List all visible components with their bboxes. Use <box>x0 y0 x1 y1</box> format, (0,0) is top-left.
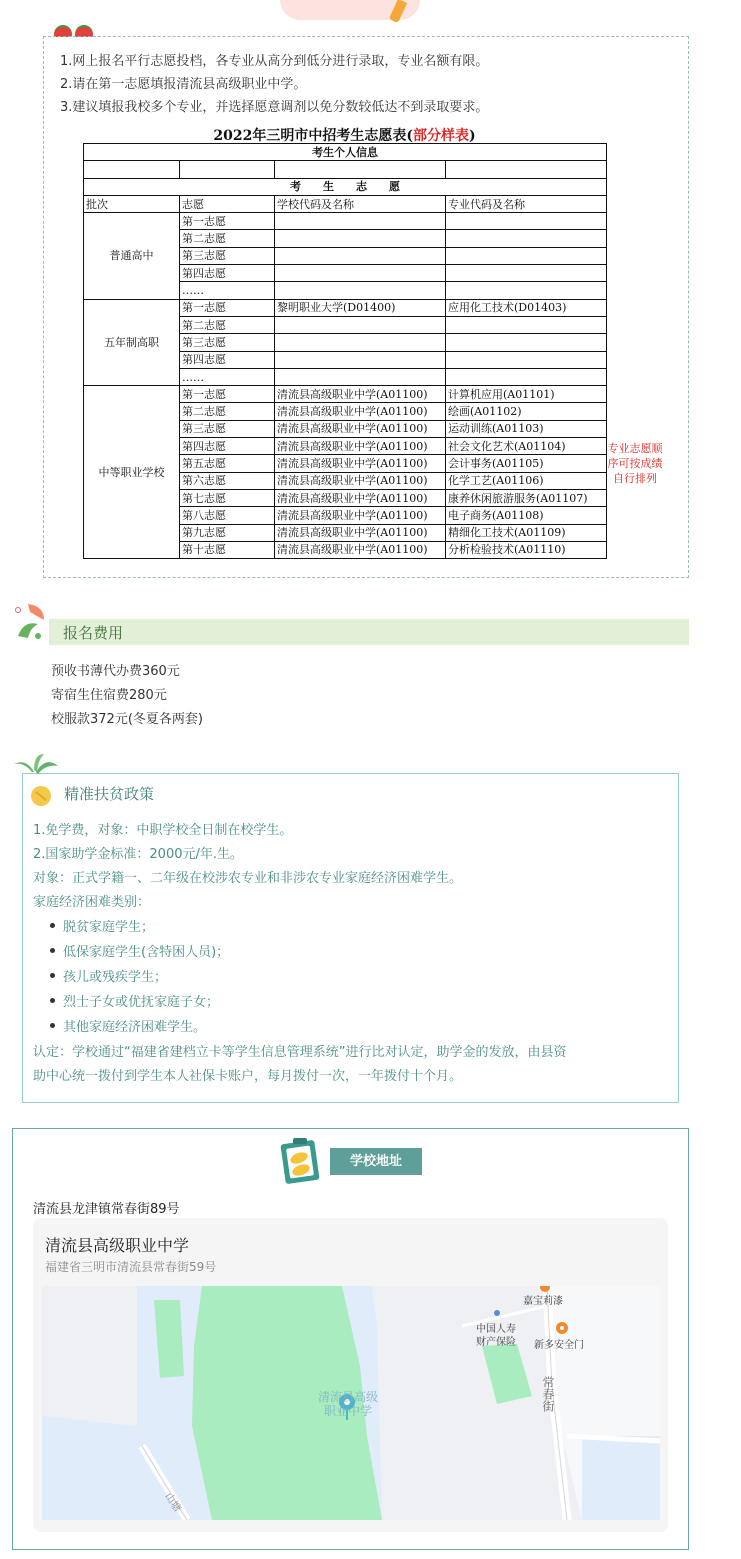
list-item: 烈士子女或优抚家庭子女； <box>63 995 220 1010</box>
school-cell: 清流县高级职业中学(A01100) <box>275 420 446 437</box>
school-cell <box>275 213 446 230</box>
school-cell: 清流县高级职业中学(A01100) <box>275 541 446 558</box>
school-cell: 清流县高级职业中学(A01100) <box>275 455 446 472</box>
wish-cell: 第三志愿 <box>180 420 275 437</box>
major-cell <box>446 351 607 368</box>
school-cell <box>275 351 446 368</box>
table-row <box>84 195 607 212</box>
address-badge: 学校地址 <box>330 1148 422 1175</box>
table-row <box>84 144 607 161</box>
wish-header: 考 生 志 愿 <box>84 178 607 195</box>
wish-cell: 第七志愿 <box>180 489 275 506</box>
school-cell: 清流县高级职业中学(A01100) <box>275 489 446 506</box>
major-cell: 社会文化艺术(A01104) <box>446 438 607 455</box>
list-item: 孩儿或残疾学生； <box>63 970 168 985</box>
bullet-dot <box>50 973 55 978</box>
bullet-dot <box>50 1023 55 1028</box>
note-1: 1.网上报名平行志愿投档，各专业从高分到低分进行录取，专业名额有限。 <box>60 54 489 69</box>
column-header: 志愿 <box>180 195 275 212</box>
major-cell: 分析检验技术(A01110) <box>446 541 607 558</box>
wish-cell: 第四志愿 <box>180 265 275 282</box>
policy-line: 2.国家助学金标准：2000元/年.生。 <box>33 847 243 862</box>
side-note: 专业志愿顺序可按成绩自行排列 <box>607 442 663 485</box>
map-poi-insurance[interactable]: 中国人寿 <box>476 1324 516 1335</box>
wish-cell: 第八志愿 <box>180 507 275 524</box>
table-row <box>84 386 607 403</box>
school-cell <box>275 334 446 351</box>
personal-info-header: 考生个人信息 <box>84 144 607 161</box>
table-row <box>84 213 607 230</box>
school-cell <box>275 247 446 264</box>
major-cell: 应用化工技术(D01403) <box>446 299 607 316</box>
column-header: 批次 <box>84 195 180 212</box>
fee-item: 预收书薄代办费360元 <box>51 664 180 679</box>
wish-cell: …… <box>180 368 275 385</box>
map-school-label: 清流县高级 <box>318 1390 379 1404</box>
school-cell: 清流县高级职业中学(A01100) <box>275 386 446 403</box>
policy-confirm: 认定：学校通过“福建省建档立卡等学生信息管理系统”进行比对认定，助学金的发放，由县资 <box>33 1045 567 1060</box>
list-item: 其他家庭经济困难学生。 <box>63 1020 207 1035</box>
clipboard-icon <box>279 1138 321 1184</box>
major-cell: 康养休闲旅游服务(A01107) <box>446 489 607 506</box>
major-cell <box>446 334 607 351</box>
school-cell: 清流县高级职业中学(A01100) <box>275 524 446 541</box>
wish-cell: 第一志愿 <box>180 386 275 403</box>
map-school-label: 职业中学 <box>324 1404 373 1418</box>
fee-title: 报名费用 <box>63 624 124 642</box>
map-view[interactable] <box>42 1286 660 1520</box>
policy-title: 精准扶贫政策 <box>64 785 155 803</box>
school-cell <box>275 282 446 299</box>
leaf-icon <box>14 602 48 642</box>
fee-header-bar <box>49 619 689 645</box>
school-cell <box>275 230 446 247</box>
wish-cell: …… <box>180 282 275 299</box>
map-poi-door[interactable]: 新多安全门 <box>534 1340 584 1351</box>
table-title-main: 2022年三明市中招考生志愿表( <box>213 128 413 144</box>
column-header: 学校代码及名称 <box>275 195 446 212</box>
map-poi-insurance[interactable]: 财产保险 <box>476 1337 516 1348</box>
table-title-end: ) <box>468 128 476 144</box>
wish-cell: 第一志愿 <box>180 213 275 230</box>
major-cell <box>446 316 607 333</box>
blank-cell <box>446 161 607 178</box>
school-cell <box>275 265 446 282</box>
policy-line: 家庭经济困难类别： <box>33 895 151 910</box>
school-cell: 清流县高级职业中学(A01100) <box>275 438 446 455</box>
map-road-label-2: 山塘 <box>162 1491 183 1514</box>
major-cell: 会计事务(A01105) <box>446 455 607 472</box>
school-cell: 清流县高级职业中学(A01100) <box>275 507 446 524</box>
major-cell: 运动训练(A01103) <box>446 420 607 437</box>
fee-item: 校服款372元(冬夏各两套) <box>51 712 203 727</box>
wish-cell: 第一志愿 <box>180 299 275 316</box>
school-cell <box>275 316 446 333</box>
table-title-red: 部分样表 <box>412 128 469 144</box>
column-header: 专业代码及名称 <box>446 195 607 212</box>
note-3: 3.建议填报我校多个专业，并选择愿意调剂以免分数较低达不到录取要求。 <box>60 100 489 115</box>
bullet-dot <box>50 998 55 1003</box>
map-place-address: 福建省三明市清流县常春街59号 <box>45 1260 217 1274</box>
wish-cell: 第三志愿 <box>180 334 275 351</box>
policy-line: 1.免学费，对象：中职学校全日制在校学生。 <box>33 823 293 838</box>
school-cell: 清流县高级职业中学(A01100) <box>275 403 446 420</box>
wish-cell: 第四志愿 <box>180 351 275 368</box>
wish-cell: 第九志愿 <box>180 524 275 541</box>
wish-cell: 第三志愿 <box>180 247 275 264</box>
blank-cell <box>180 161 275 178</box>
major-cell <box>446 230 607 247</box>
wish-cell: 第二志愿 <box>180 316 275 333</box>
policy-confirm: 助中心统一拨付到学生本人社保卡账户，每月拨付一次，一年拨付十个月。 <box>33 1069 463 1084</box>
major-cell: 计算机应用(A01101) <box>446 386 607 403</box>
major-cell: 绘画(A01102) <box>446 403 607 420</box>
batch-name: 普通高中 <box>84 213 180 299</box>
table-title <box>83 125 606 145</box>
bullet-dot <box>50 948 55 953</box>
table-row <box>84 161 607 178</box>
wish-cell: 第二志愿 <box>180 230 275 247</box>
wish-table <box>83 143 607 559</box>
major-cell: 精细化工技术(A01109) <box>446 524 607 541</box>
palm-tree-icon <box>12 752 58 808</box>
major-cell <box>446 282 607 299</box>
batch-name: 中等职业学校 <box>84 386 180 559</box>
fee-item: 寄宿生住宿费280元 <box>51 688 167 703</box>
wish-cell: 第四志愿 <box>180 438 275 455</box>
wish-cell: 第二志愿 <box>180 403 275 420</box>
note-2: 2.请在第一志愿填报清流县高级职业中学。 <box>60 77 307 92</box>
blank-cell <box>275 161 446 178</box>
table-row <box>84 299 607 316</box>
major-cell: 化学工艺(A01106) <box>446 472 607 489</box>
batch-name: 五年制高职 <box>84 299 180 385</box>
blank-cell <box>84 161 180 178</box>
school-cell: 清流县高级职业中学(A01100) <box>275 472 446 489</box>
wish-cell: 第五志愿 <box>180 455 275 472</box>
major-cell <box>446 265 607 282</box>
map-road-label: 常春街 <box>541 1376 555 1412</box>
map-place-name[interactable]: 清流县高级职业中学 <box>45 1236 190 1255</box>
major-cell <box>446 247 607 264</box>
policy-line: 对象：正式学籍一、二年级在校涉农专业和非涉农专业家庭经济困难学生。 <box>33 871 463 886</box>
address-line: 清流县龙津镇常春街89号 <box>33 1202 180 1217</box>
wish-cell: 第十志愿 <box>180 541 275 558</box>
school-cell <box>275 368 446 385</box>
major-cell <box>446 213 607 230</box>
list-item: 脱贫家庭学生； <box>63 920 155 935</box>
wish-cell: 第六志愿 <box>180 472 275 489</box>
bullet-dot <box>50 923 55 928</box>
major-cell <box>446 368 607 385</box>
map-poi-jiabao[interactable]: 嘉宝莉漆 <box>523 1296 563 1307</box>
school-cell: 黎明职业大学(D01400) <box>275 299 446 316</box>
list-item: 低保家庭学生(含特困人员)； <box>63 945 230 960</box>
major-cell: 电子商务(A01108) <box>446 507 607 524</box>
table-row <box>84 178 607 195</box>
